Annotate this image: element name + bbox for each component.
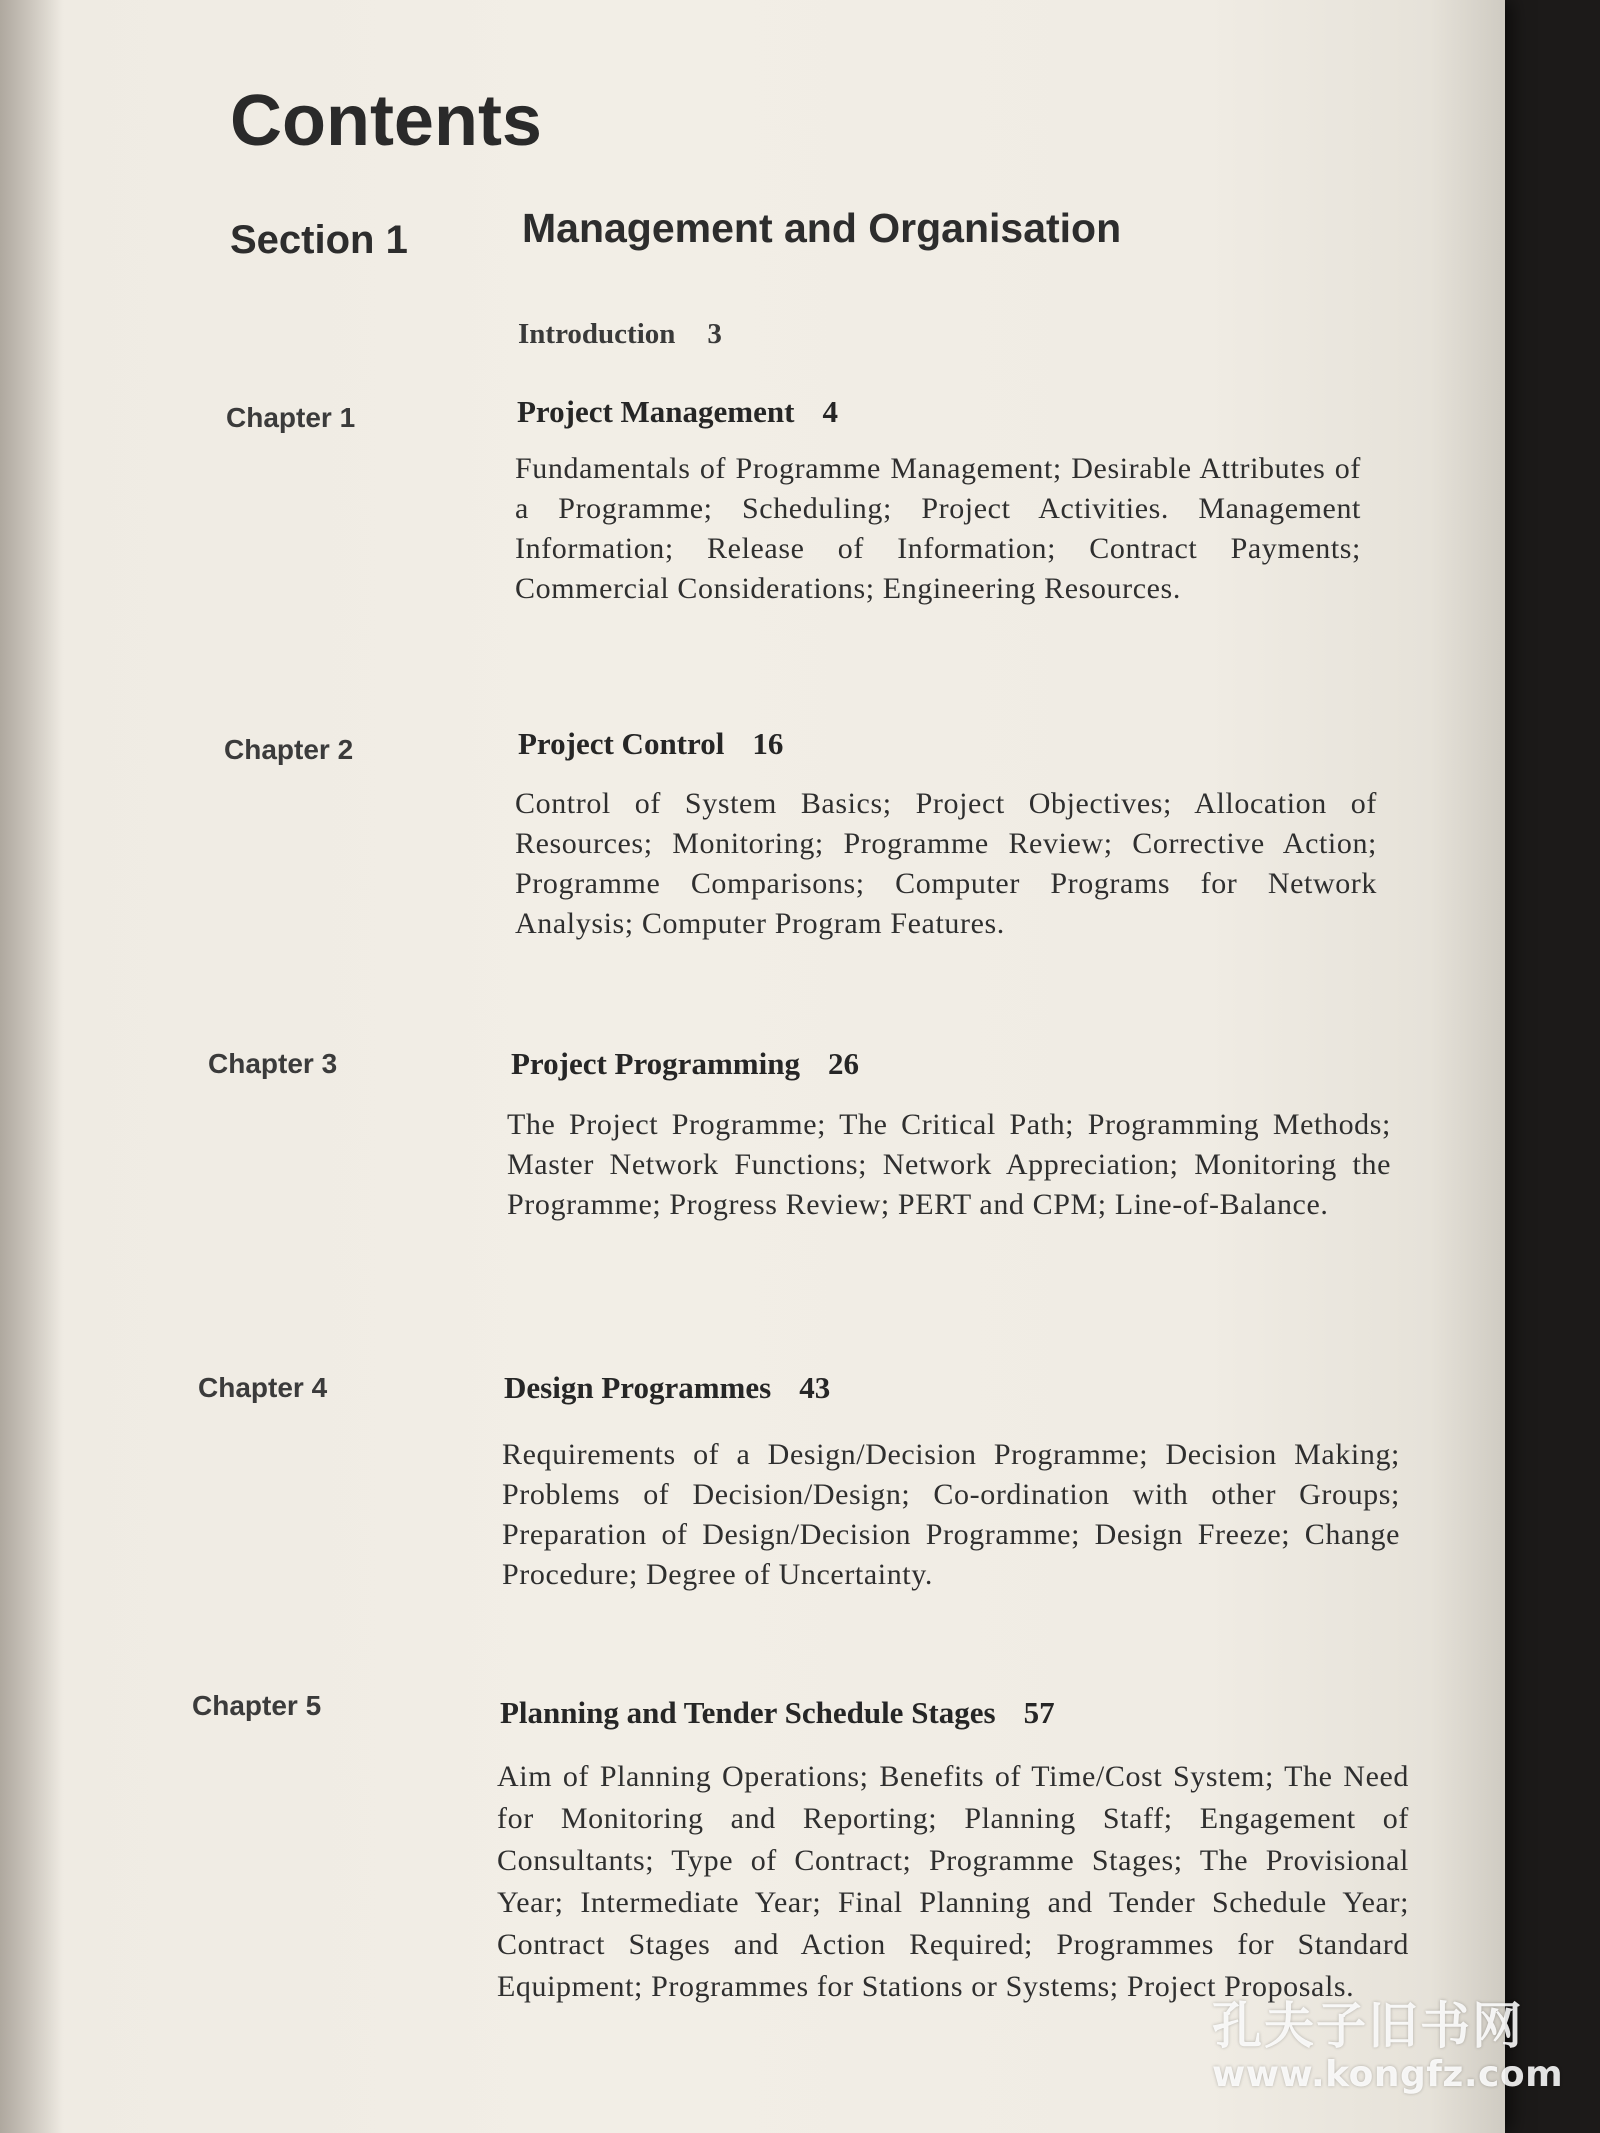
chapter-title-text: Planning and Tender Schedule Stages [500, 1695, 996, 1730]
introduction-entry [518, 318, 722, 351]
chapter-label: Chapter 2 [224, 734, 354, 765]
chapter-title [517, 394, 838, 430]
chapter-title [500, 1695, 1055, 1731]
watermark-text: 孔夫子旧书网 [1212, 1997, 1524, 2055]
watermark [1212, 1986, 1563, 2095]
page-spine-shadow [0, 0, 64, 2133]
chapter-description: Aim of Planning Operations; Benefits of Time/Cost System; The Need for Monitoring and Reporting; Planning Staff; Engagement of Consultants; Type of Contract; Programme Stages; The Provisional Year; Intermediate Year; Final Planning and Tender Schedule Year; Contract Stages and Action Required; Programmes for Standard Equipment; Programmes for Stations or Systems; Project Proposals. [497, 1760, 1409, 2003]
chapter-title [504, 1370, 830, 1406]
watermark-url: www.kongfz.com [1212, 2054, 1564, 2095]
chapter-description: Fundamentals of Programme Management; Desirable Attributes of a Programme; Scheduling; Project Activities. Management Information; Release of Information; Contract Payments; Commercial Considerations; Engineering Resources. [515, 452, 1361, 605]
chapter-page: 4 [822, 394, 838, 429]
chapter-title-text: Project Management [517, 394, 795, 429]
chapter-label: Chapter 1 [226, 402, 356, 433]
section-label: Section 1 [230, 218, 408, 262]
chapter-page: 26 [827, 1046, 859, 1081]
chapter-title [511, 1046, 859, 1082]
chapter-title-text: Design Programmes [504, 1370, 772, 1405]
chapter-title [518, 726, 783, 762]
chapter-description: The Project Programme; The Critical Path; Programming Methods; Master Network Functions; Network Appreciation; Monitoring the Programme; Progress Review; PERT and CPM; Line-of-Balance. [507, 1108, 1391, 1221]
chapter-page: 57 [1023, 1695, 1055, 1730]
contents-title: Contents [230, 81, 542, 161]
chapter-label: Chapter 5 [192, 1690, 322, 1721]
chapter-page: 43 [799, 1370, 831, 1405]
chapter-description: Control of System Basics; Project Objectives; Allocation of Resources; Monitoring; Programme Review; Corrective Action; Programme Comparisons; Computer Programs for Network Analysis; Computer Program Features. [515, 787, 1377, 940]
chapter-title-text: Project Control [518, 726, 725, 761]
introduction-title: Introduction [518, 318, 676, 350]
introduction-page: 3 [707, 318, 722, 350]
chapter-page: 16 [752, 726, 784, 761]
chapter-label: Chapter 3 [208, 1048, 338, 1079]
chapter-description: Requirements of a Design/Decision Programme; Decision Making; Problems of Decision/Design; Co-ordination with other Groups; Preparation of Design/Decision Programme; Design Freeze; Change Procedure; Degree of Uncertainty. [502, 1438, 1400, 1591]
chapter-label: Chapter 4 [198, 1372, 328, 1403]
chapter-title-text: Project Programming [511, 1046, 800, 1081]
section-title: Management and Organisation [522, 205, 1122, 251]
